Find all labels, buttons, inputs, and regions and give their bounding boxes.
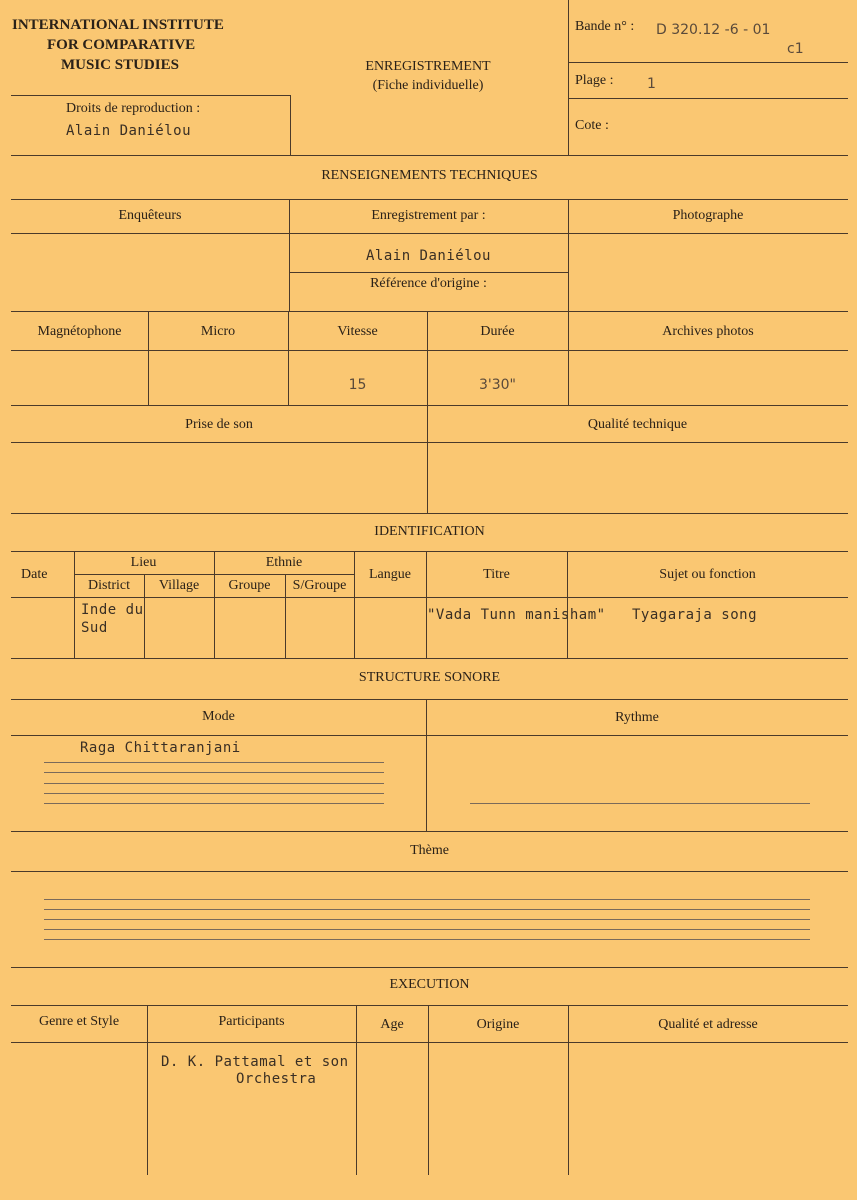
identification-header-divider (11, 597, 848, 598)
reference-label: Référence d'origine : (370, 276, 487, 291)
identification-col-divider-7 (567, 551, 568, 658)
participants-value-line2: Orchestra (236, 1071, 317, 1087)
execution-col-divider-1 (147, 1005, 148, 1175)
participants-value-line1: D. K. Pattamal et son (161, 1054, 349, 1070)
header-right-border (568, 0, 569, 155)
structure-section-title: STRUCTURE SONORE (358, 670, 501, 685)
execution-header-divider (11, 1042, 848, 1043)
village-label: Village (158, 578, 200, 593)
technical-header-divider (11, 233, 848, 234)
origine-label: Origine (476, 1017, 520, 1032)
identification-col-divider-2 (144, 574, 145, 658)
identification-col-divider-4 (285, 574, 286, 658)
duree-value: 3'30" (478, 377, 516, 393)
identification-col-divider-3 (214, 551, 215, 658)
rights-box-right-border (290, 95, 291, 155)
rythme-writing-line (470, 803, 810, 804)
sound-header-divider (11, 442, 848, 443)
technical-section-title: RENSEIGNEMENTS TECHNIQUES (321, 168, 538, 183)
sound-col-divider (427, 405, 428, 513)
equipment-top-divider (11, 311, 848, 312)
identification-col-divider-1 (74, 551, 75, 658)
vitesse-value: 15 (348, 377, 367, 393)
execution-col-divider-3 (428, 1005, 429, 1175)
qualite-adresse-label: Qualité et adresse (658, 1017, 758, 1032)
document-subtitle: (Fiche individuelle) (372, 78, 484, 93)
enregistrement-value: Alain Daniélou (365, 248, 491, 264)
mode-writing-line-3 (44, 783, 384, 784)
structure-header-divider (11, 735, 848, 736)
rights-label: Droits de reproduction : (66, 101, 201, 116)
theme-writing-line-3 (44, 919, 810, 920)
vitesse-label: Vitesse (337, 324, 378, 339)
duree-label: Durée (480, 324, 515, 339)
mode-writing-line-4 (44, 793, 384, 794)
bande-value: D 320.12 -6 - 01 (656, 22, 771, 38)
titre-value: "Vada Tunn manisham" (427, 607, 606, 623)
sgroupe-label: S/Groupe (292, 578, 347, 593)
identification-col-divider-5 (354, 551, 355, 658)
document-title: ENREGISTREMENT (365, 59, 491, 74)
mode-value: Raga Chittaranjani (80, 740, 241, 756)
rights-box-top-border (11, 95, 290, 96)
groupe-label: Groupe (228, 578, 271, 593)
execution-col-divider-2 (356, 1005, 357, 1175)
micro-label: Micro (200, 324, 236, 339)
bande-note: c1 (787, 41, 804, 57)
prise-de-son-label: Prise de son (185, 417, 253, 432)
identification-top-divider (11, 513, 848, 514)
structure-col-divider (426, 699, 427, 831)
institute-name-line3: MUSIC STUDIES (61, 57, 179, 73)
sujet-fonction-label: Sujet ou fonction (659, 567, 756, 582)
date-label: Date (21, 567, 48, 582)
qualite-technique-label: Qualité technique (587, 417, 688, 432)
rythme-label: Rythme (615, 710, 659, 725)
enqueteurs-label: Enquêteurs (118, 208, 182, 223)
theme-writing-line-5 (44, 939, 810, 940)
equipment-header-divider (11, 350, 848, 351)
structure-top-divider (11, 658, 848, 659)
photographe-label: Photographe (672, 208, 744, 223)
theme-writing-line-2 (44, 909, 810, 910)
institute-name-line1: INTERNATIONAL INSTITUTE (12, 17, 224, 33)
sujet-value: Tyagaraja song (632, 607, 758, 623)
bande-label: Bande n° : (575, 19, 635, 34)
langue-label: Langue (369, 567, 411, 582)
execution-col-divider-4 (568, 1005, 569, 1175)
district-value-line1: Inde du (81, 602, 144, 618)
reference-divider (289, 272, 568, 273)
archives-photos-label: Archives photos (662, 324, 754, 339)
ethnie-label: Ethnie (265, 555, 303, 570)
plage-cote-divider (568, 98, 848, 99)
titre-label: Titre (483, 567, 510, 582)
cote-label: Cote : (575, 118, 609, 133)
district-label: District (88, 578, 130, 593)
plage-value: 1 (647, 76, 656, 92)
theme-writing-line-1 (44, 899, 810, 900)
mode-writing-line-1 (44, 762, 384, 763)
execution-title-divider (11, 1005, 848, 1006)
equipment-col-divider-4 (568, 311, 569, 405)
theme-header-divider (11, 871, 848, 872)
technical-col-divider-2 (568, 199, 569, 311)
theme-label: Thème (410, 843, 449, 858)
equipment-col-divider-1 (148, 311, 149, 405)
execution-section-title: EXECUTION (389, 977, 470, 992)
mode-writing-line-5 (44, 803, 384, 804)
sound-top-divider (11, 405, 848, 406)
identification-title-divider (11, 551, 848, 552)
theme-top-divider (11, 831, 848, 832)
enregistrement-label: Enregistrement par : (371, 208, 486, 223)
mode-writing-line-2 (44, 772, 384, 773)
header-bottom-divider (11, 155, 848, 156)
rights-value: Alain Daniélou (66, 123, 192, 139)
district-value-line2: Sud (81, 620, 108, 636)
technical-title-divider (11, 199, 848, 200)
age-label: Age (380, 1017, 404, 1032)
bande-plage-divider (568, 62, 848, 63)
structure-title-divider (11, 699, 848, 700)
genre-style-label: Genre et Style (38, 1014, 120, 1029)
identification-col-divider-6 (426, 551, 427, 658)
participants-label: Participants (218, 1014, 285, 1029)
mode-label: Mode (202, 709, 235, 724)
magnetophone-label: Magnétophone (37, 324, 122, 339)
lieu-label: Lieu (130, 555, 157, 570)
theme-writing-line-4 (44, 929, 810, 930)
execution-top-divider (11, 967, 848, 968)
plage-label: Plage : (575, 73, 614, 88)
identification-section-title: IDENTIFICATION (374, 524, 485, 539)
institute-name-line2: FOR COMPARATIVE (47, 37, 196, 53)
